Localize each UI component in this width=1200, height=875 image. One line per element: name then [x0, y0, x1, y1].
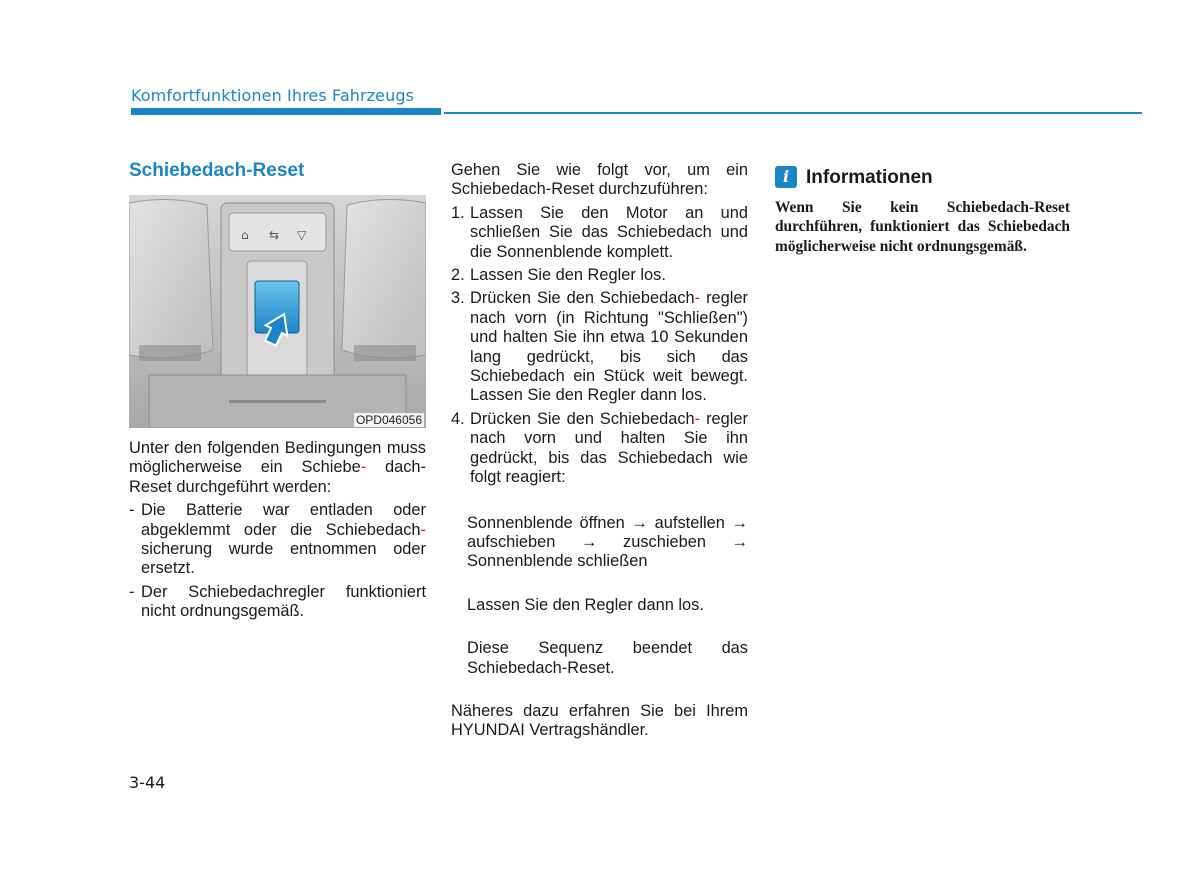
- step-item: 2. Lassen Sie den Regler los.: [451, 266, 666, 285]
- chapter-title-bar: [131, 108, 441, 115]
- procedure-intro: Gehen Sie wie folgt vor, um ein Schiebedach-Reset durchzuführen:: [451, 161, 748, 199]
- step-item: 4. Drücken Sie den Schiebedach- regler nach vorn und halten Sie ihn gedrückt, bis das Schiebedach wie folgt reagiert:: [451, 409, 748, 487]
- middle-column: [451, 161, 748, 741]
- sequence-end: Diese Sequenz beendet das Schiebedach-Reset.: [467, 639, 748, 677]
- header-rule: [444, 112, 1142, 114]
- svg-text:⇆: ⇆: [269, 228, 280, 242]
- list-item: - Die Batterie war entladen oder abgeklemmt oder die Schiebedach- sicherung wurde entnommen oder ersetzt.: [129, 501, 426, 578]
- svg-text:⌂: ⌂: [241, 228, 249, 242]
- info-icon: i: [775, 166, 797, 188]
- dash-mark: -: [129, 582, 135, 601]
- dash-mark: -: [129, 501, 135, 520]
- sunroof-switch-figure: [129, 195, 426, 428]
- hyphen: -: [420, 520, 426, 539]
- step-item: 3. Drücken Sie den Schiebedach- regler nach vorn (in Richtung "Schließen") und halten Sie ihn etwa 10 Sekunden lang gedrückt, bis sich das Schiebedach ein Stück weit bewegt. Lassen Sie den Regler dann los.: [451, 289, 748, 405]
- chapter-title: Komfortfunktionen Ihres Fahrzeugs: [131, 86, 415, 105]
- hyphen: -: [694, 409, 701, 428]
- release-instruction: Lassen Sie den Regler dann los.: [467, 595, 704, 614]
- hyphen: -: [360, 458, 367, 477]
- info-text: Wenn Sie kein Schiebedach-Reset durchführen, funktioniert das Schiebedach möglicherweise nicht ordnungsgemäß.: [775, 199, 1070, 255]
- figure-code: OPD046056: [355, 413, 422, 427]
- list-item: - Der Schiebedachregler funktioniert nicht ordnungsgemäß.: [129, 582, 426, 621]
- section-title: Schiebedach-Reset: [129, 160, 305, 181]
- step-item: 1. Lassen Sie den Motor an und schließen Sie das Schiebedach und die Sonnenblende komplett.: [451, 203, 748, 261]
- overhead-console-illustration: [129, 195, 426, 428]
- left-column: [129, 439, 426, 622]
- svg-text:▽: ▽: [297, 228, 307, 242]
- reset-conditions-intro: Unter den folgenden Bedingungen muss möglicherweise ein Schiebe- dach-Reset durchgeführt werden:: [129, 439, 427, 496]
- sunroof-sequence: Sonnenblende öffnen → aufstellen → aufschieben → zuschieben → Sonnenblende schließen: [467, 513, 748, 571]
- page-number: 3-44: [129, 773, 166, 792]
- hyphen: -: [694, 289, 701, 308]
- info-title: Informationen: [806, 167, 933, 188]
- dealer-note: Näheres dazu erfahren Sie bei Ihrem HYUNDAI Vertragshändler.: [451, 701, 748, 740]
